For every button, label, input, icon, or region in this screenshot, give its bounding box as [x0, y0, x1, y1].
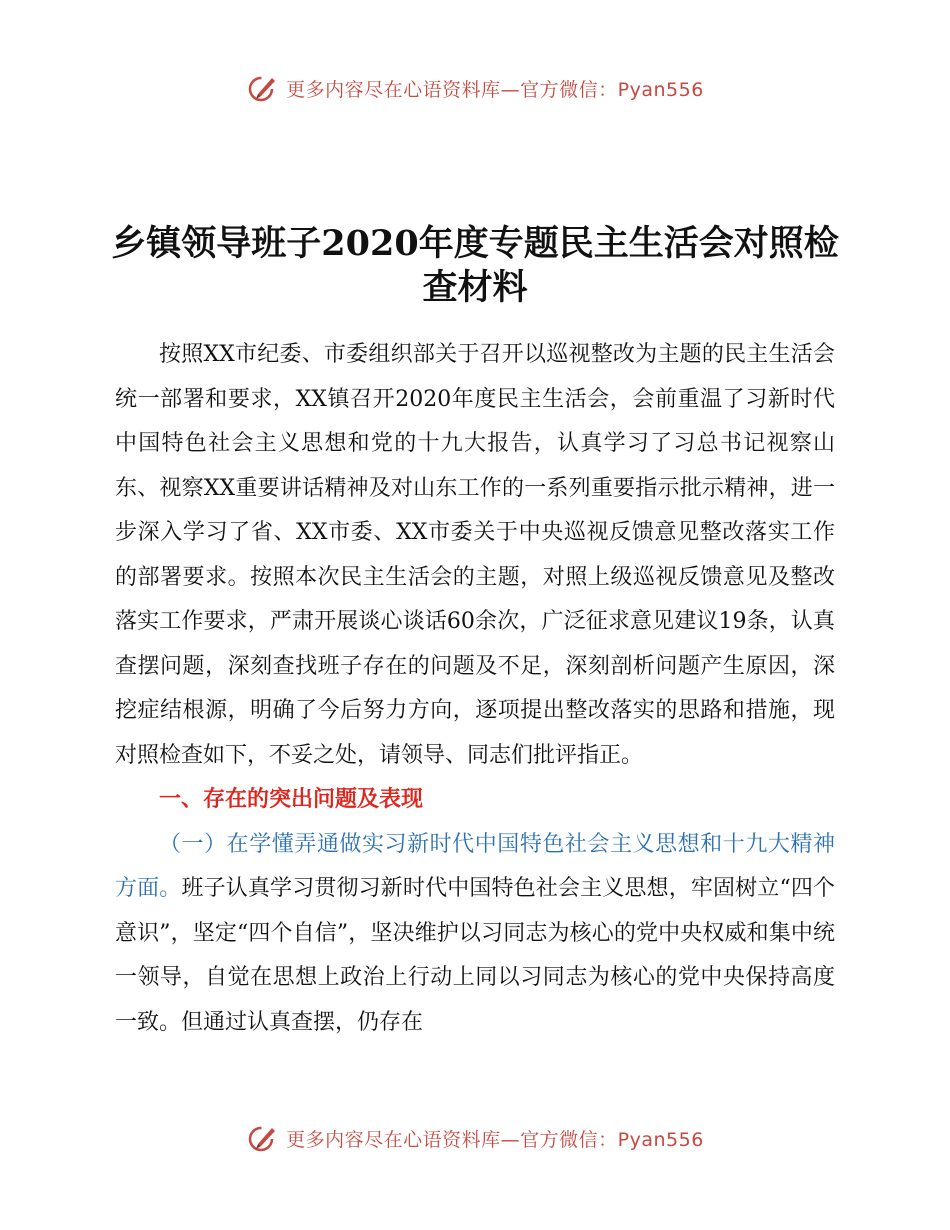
subsection-heading: （一）在学懂弄通做实习新时代中国特色社会主义思想和十九大精神方面。 — [115, 831, 835, 901]
section-heading: 一、存在的突出问题及表现 — [159, 787, 424, 812]
pen-logo-icon — [246, 72, 278, 104]
document-title: 乡镇领导班子2020年度专题民主生活会对照检查材料 — [111, 223, 839, 308]
subsection-text: 班子认真学习贯彻习新时代中国特色社会主义思想，牢固树立“四个意识”，坚定“四个自信”，坚决维护以习同志为核心的党中央权威和集中统一领导，自觉在思想上政治上行动上同以习同志为核心的党中央保持高度一致。但通过认真查摆，仍存在 — [115, 876, 835, 1035]
document-body — [115, 333, 835, 1045]
banner-text: 更多内容尽在心语资料库—官方微信：Pyan556 — [286, 1128, 704, 1151]
banner-text: 更多内容尽在心语资料库—官方微信：Pyan556 — [286, 78, 704, 101]
pen-logo-icon — [246, 1122, 278, 1154]
intro-paragraph: 按照XX市纪委、市委组织部关于召开以巡视整改为主题的民主生活会统一部署和要求，XX镇召开2020年度民主生活会，会前重温了习新时代中国特色社会主义思想和党的十九大报告，认真学习了习总书记视察山东、视察XX重要讲话精神及对山东工作的一系列重要指示批示精神，进一步深入学习了省、XX市委、XX市委关于中央巡视反馈意见整改落实工作的部署要求。按照本次民主生活会的主题，对照上级巡视反馈意见及整改落实工作要求，严肃开展谈心谈话60余次，广泛征求意见建议19条，认真查摆问题，深刻查找班子存在的问题及不足，深刻剖析问题产生原因，深挖症结根源，明确了今后努力方向，逐项提出整改落实的思路和措施，现对照检查如下，不妥之处，请领导、同志们批评指正。 — [115, 342, 835, 768]
subsection-paragraph — [115, 823, 835, 1046]
header-banner — [0, 72, 950, 104]
footer-banner — [0, 1122, 950, 1154]
